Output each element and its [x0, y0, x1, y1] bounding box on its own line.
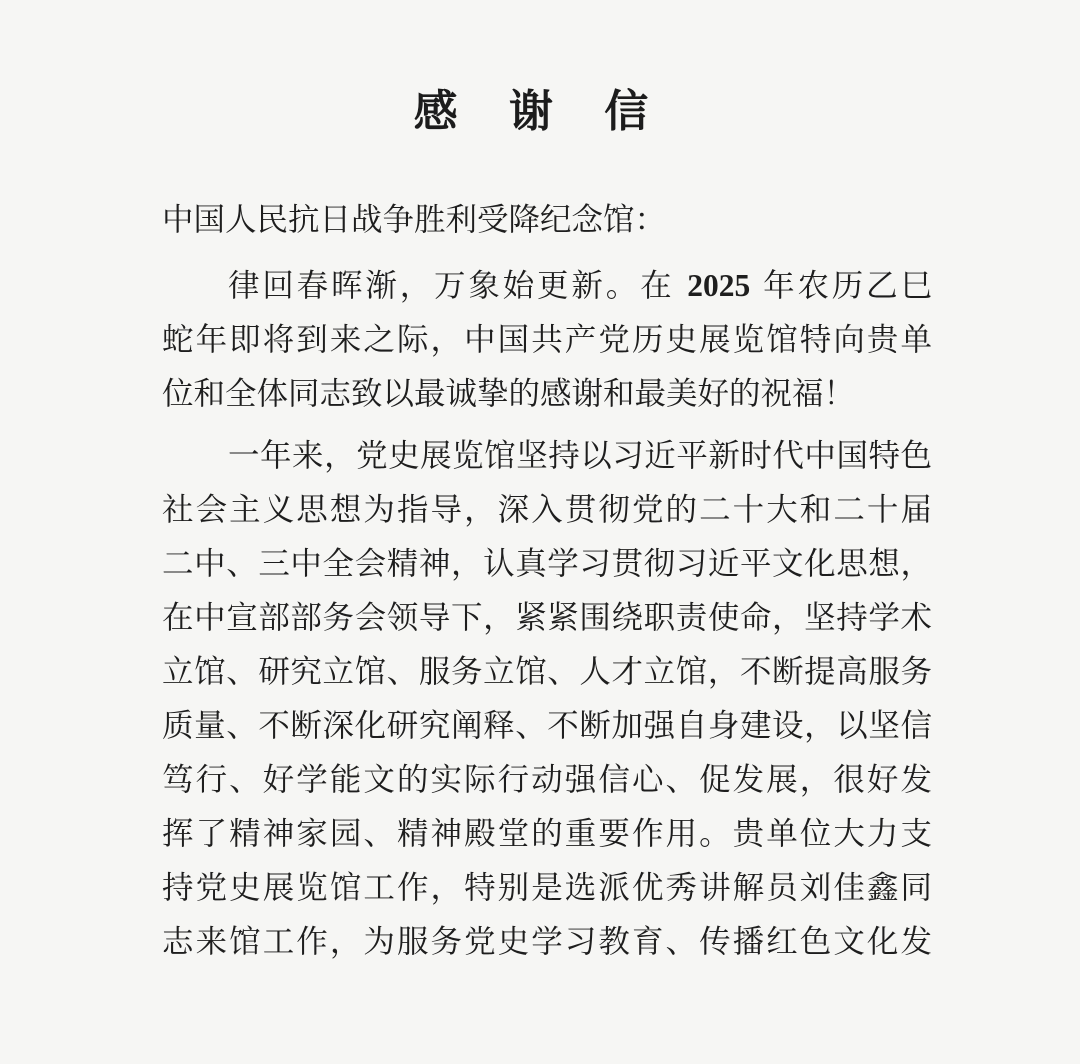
paragraph2-line4: 在中宣部部务会领导下，紧紧围绕职责使命，坚持学术 — [162, 600, 932, 636]
paragraph1-line1-post: 年农历乙巳 — [763, 268, 932, 304]
paragraph2-line9: 持党史展览馆工作，特别是选派优秀讲解员刘佳鑫同 — [162, 870, 932, 906]
paragraph2-line2: 社会主义思想为指导，深入贯彻党的二十大和二十届 — [162, 492, 932, 528]
paragraph1-line1 — [228, 264, 932, 308]
paragraph2-line8: 挥了精神家园、精神殿堂的重要作用。贵单位大力支 — [162, 816, 932, 852]
year-number: 2025 — [687, 268, 751, 303]
paragraph2-line5: 立馆、研究立馆、服务立馆、人才立馆，不断提高服务 — [162, 654, 932, 690]
letter-title: 感 谢 信 — [413, 86, 667, 137]
paragraph1-line2: 蛇年即将到来之际，中国共产党历史展览馆特向贵单 — [162, 322, 932, 358]
paragraph1-line3: 位和全体同志致以最诚挚的感谢和最美好的祝福！ — [162, 376, 856, 412]
paragraph2-line3: 二中、三中全会精神，认真学习贯彻习近平文化思想， — [162, 546, 932, 582]
paragraph2-line10: 志来馆工作，为服务党史学习教育、传播红色文化发 — [162, 924, 932, 960]
paragraph2-line1: 一年来，党史展览馆坚持以习近平新时代中国特色 — [228, 438, 932, 474]
paragraph2-line6: 质量、不断深化研究阐释、不断加强自身建设，以坚信 — [162, 708, 932, 744]
paragraph1-line1-pre: 律回春晖渐，万象始更新。在 — [228, 268, 675, 304]
salutation: 中国人民抗日战争胜利受降纪念馆： — [162, 202, 667, 238]
paragraph2-line7: 笃行、好学能文的实际行动强信心、促发展，很好发 — [162, 762, 932, 798]
